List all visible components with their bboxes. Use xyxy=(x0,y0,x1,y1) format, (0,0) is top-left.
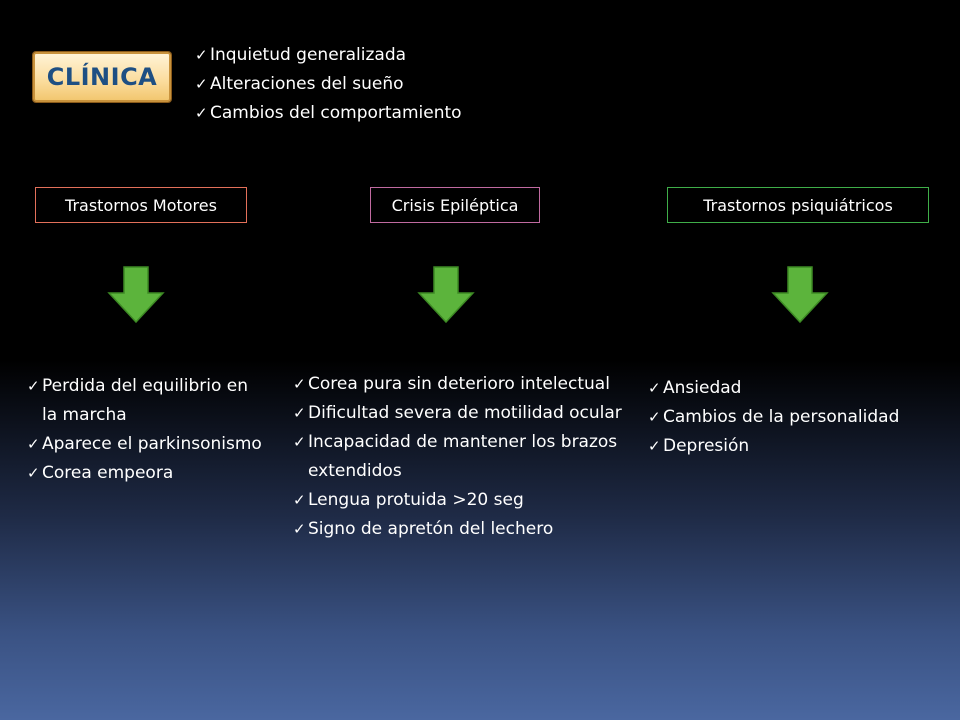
list-item-text: Ansiedad xyxy=(663,378,742,398)
list-item xyxy=(293,515,623,544)
psychiatric-symptoms-list xyxy=(648,374,948,461)
check-icon: ✓ xyxy=(293,491,306,509)
list-item-text: Aparece el parkinsonismo xyxy=(42,434,262,454)
check-icon: ✓ xyxy=(293,404,306,422)
list-item xyxy=(27,459,267,488)
list-item-text: Lengua protuida >20 seg xyxy=(308,490,524,510)
check-icon: ✓ xyxy=(648,437,661,455)
list-item-text: Corea pura sin deterioro intelectual xyxy=(308,374,610,394)
list-item xyxy=(27,372,267,430)
check-icon: ✓ xyxy=(293,520,306,538)
list-item xyxy=(293,486,623,515)
list-item-text: Incapacidad de mantener los brazos extendidos xyxy=(308,432,618,481)
category-box-motor: Trastornos Motores xyxy=(35,187,247,223)
check-icon: ✓ xyxy=(27,464,40,482)
list-item-text: Cambios de la personalidad xyxy=(663,407,900,427)
list-item xyxy=(195,70,555,99)
list-item-text: Dificultad severa de motilidad ocular xyxy=(308,403,622,423)
check-icon: ✓ xyxy=(195,75,208,93)
list-item xyxy=(293,370,623,399)
list-item xyxy=(293,428,623,486)
title-box xyxy=(33,52,171,102)
arrow-down-icon xyxy=(417,265,475,325)
list-item-text: Signo de apretón del lechero xyxy=(308,519,554,539)
list-item xyxy=(648,432,948,461)
check-icon: ✓ xyxy=(27,377,40,395)
motor-symptoms-list xyxy=(27,372,267,488)
list-item xyxy=(293,399,623,428)
list-item-text: Corea empeora xyxy=(42,463,174,483)
check-icon: ✓ xyxy=(293,375,306,393)
list-item-text: Inquietud generalizada xyxy=(210,45,407,65)
check-icon: ✓ xyxy=(195,104,208,122)
check-icon: ✓ xyxy=(195,46,208,64)
list-item-text: Cambios del comportamiento xyxy=(210,103,462,123)
list-item xyxy=(195,41,555,70)
list-item xyxy=(648,403,948,432)
list-item xyxy=(648,374,948,403)
check-icon: ✓ xyxy=(27,435,40,453)
category-box-crisis: Crisis Epiléptica xyxy=(370,187,540,223)
list-item xyxy=(27,430,267,459)
list-item-text: Perdida del equilibrio en la marcha xyxy=(42,376,249,425)
general-symptoms-list xyxy=(195,41,555,128)
check-icon: ✓ xyxy=(648,379,661,397)
category-box-psychiatric: Trastornos psiquiátricos xyxy=(667,187,929,223)
arrow-down-icon xyxy=(771,265,829,325)
list-item-text: Depresión xyxy=(663,436,750,456)
list-item xyxy=(195,99,555,128)
check-icon: ✓ xyxy=(648,408,661,426)
arrow-down-icon xyxy=(107,265,165,325)
check-icon: ✓ xyxy=(293,433,306,451)
page-title: CLÍNICA xyxy=(46,63,158,91)
list-item-text: Alteraciones del sueño xyxy=(210,74,404,94)
crisis-symptoms-list xyxy=(293,370,623,544)
